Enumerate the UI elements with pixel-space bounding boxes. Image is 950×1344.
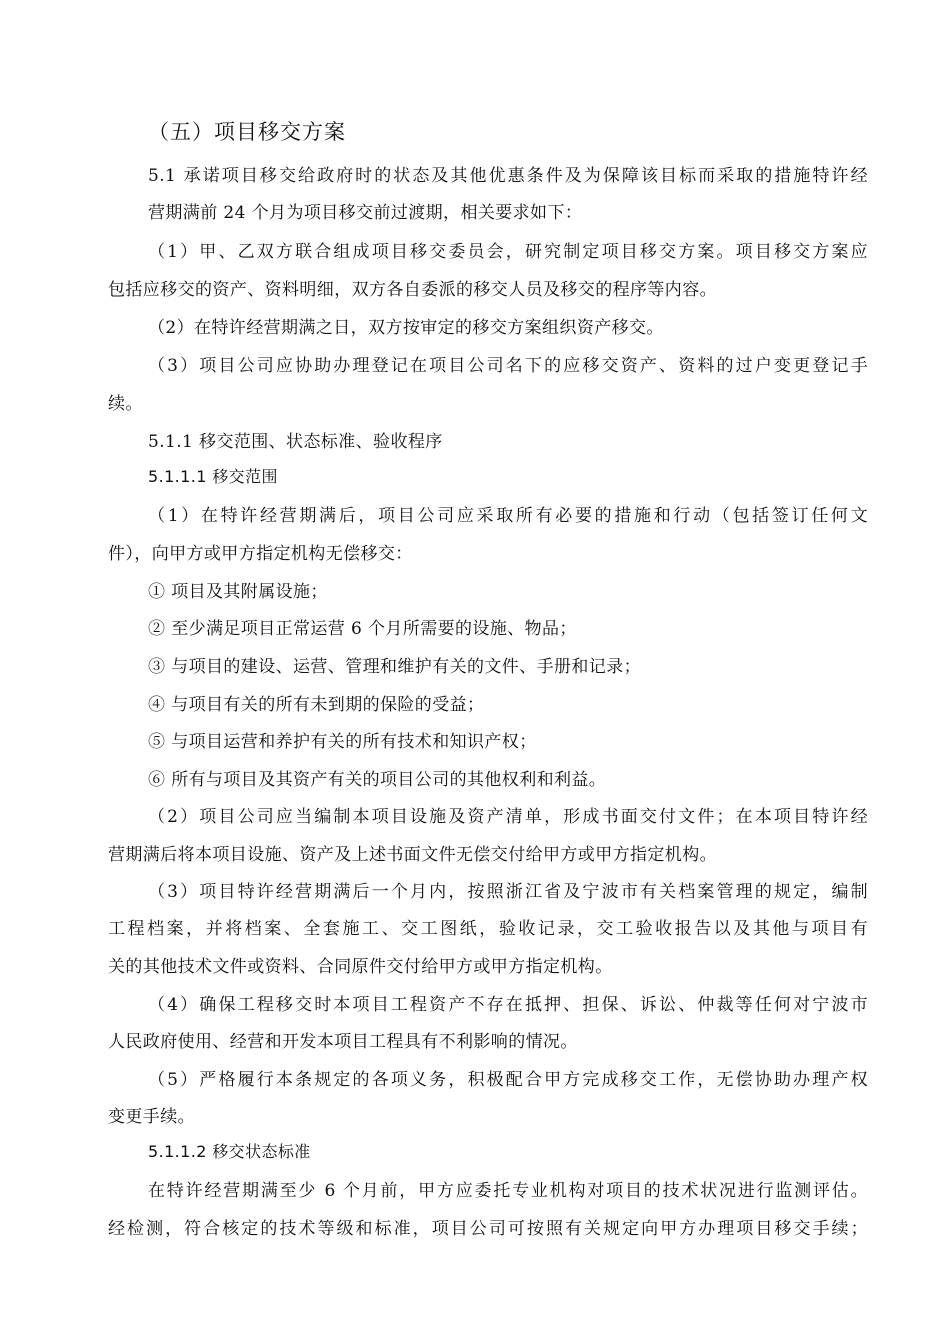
paragraph-line: 包括应移交的资产、资料明细，双方各自委派的移交人员及移交的程序等内容。 bbox=[108, 280, 717, 300]
paragraph-line: （5）严格履行本条规定的各项义务，积极配合甲方完成移交工作，无偿协助办理产权 bbox=[148, 1070, 868, 1090]
paragraph-line: 在特许经营期满至少 6 个月前，甲方应委托专业机构对项目的技术状况进行监测评估。 bbox=[148, 1181, 868, 1201]
list-item: ⑥ 所有与项目及其资产有关的项目公司的其他权利和利益。 bbox=[148, 770, 607, 790]
list-item: ② 至少满足项目正常运营 6 个月所需要的设施、物品； bbox=[148, 619, 577, 639]
subsection-heading: 5.1.1 移交范围、状态标准、验收程序 bbox=[148, 432, 443, 452]
list-item: ③ 与项目的建设、运营、管理和维护有关的文件、手册和记录； bbox=[148, 657, 642, 677]
section-heading: （五）项目移交方案 bbox=[148, 120, 346, 144]
subsection-heading: 5.1.1.2 移交状态标准 bbox=[148, 1142, 311, 1161]
paragraph-line: （3）项目特许经营期满后一个月内，按照浙江省及宁波市有关档案管理的规定，编制 bbox=[148, 882, 868, 902]
paragraph-line: 件），向甲方或甲方指定机构无偿移交： bbox=[108, 544, 413, 564]
list-item: ④ 与项目有关的所有未到期的保险的受益； bbox=[148, 695, 485, 715]
paragraph-line: （1）甲、乙双方联合组成项目移交委员会，研究制定项目移交方案。项目移交方案应 bbox=[148, 242, 868, 262]
paragraph-line: 营期满前 24 个月为项目移交前过渡期，相关要求如下： bbox=[148, 203, 583, 223]
paragraph-line: （3）项目公司应协助办理登记在项目公司名下的应移交资产、资料的过户变更登记手 bbox=[148, 356, 868, 376]
paragraph-line: 5.1 承诺项目移交给政府时的状态及其他优惠条件及为保障该目标而采取的措施特许经 bbox=[148, 166, 868, 186]
paragraph-line: 续。 bbox=[108, 394, 143, 414]
paragraph-line: 关的其他技术文件或资料、合同原件交付给甲方或甲方指定机构。 bbox=[108, 957, 613, 977]
paragraph-line: （1）在特许经营期满后，项目公司应采取所有必要的措施和行动（包括签订任何文 bbox=[148, 506, 868, 526]
paragraph-line: （2）项目公司应当编制本项目设施及资产清单，形成书面交付文件；在本项目特许经 bbox=[148, 807, 868, 827]
paragraph-line: 营期满后将本项目设施、资产及上述书面文件无偿交付给甲方或甲方指定机构。 bbox=[108, 845, 717, 865]
paragraph-line: （2）在特许经营期满之日，双方按审定的移交方案组织资产移交。 bbox=[148, 318, 664, 338]
paragraph-line: 经检测，符合核定的技术等级和标准，项目公司可按照有关规定向甲方办理项目移交手续； bbox=[108, 1219, 868, 1239]
paragraph-line: 变更手续。 bbox=[108, 1107, 195, 1127]
subsection-heading: 5.1.1.1 移交范围 bbox=[148, 467, 278, 486]
paragraph-line: （4）确保工程移交时本项目工程资产不存在抵押、担保、诉讼、仲裁等任何对宁波市 bbox=[148, 995, 868, 1015]
paragraph-line: 工程档案，并将档案、全套施工、交工图纸，验收记录，交工验收报告以及其他与项目有 bbox=[108, 919, 868, 939]
list-item: ① 项目及其附属设施； bbox=[148, 582, 328, 602]
paragraph-line: 人民政府使用、经营和开发本项目工程具有不利影响的情况。 bbox=[108, 1032, 578, 1052]
list-item: ⑤ 与项目运营和养护有关的所有技术和知识产权； bbox=[148, 732, 537, 752]
